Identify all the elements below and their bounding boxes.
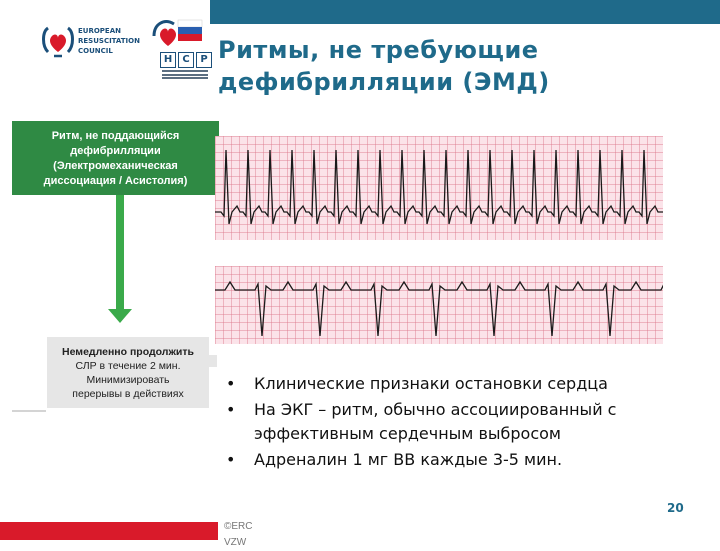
bullet-item-3: • Адреналин 1 мг ВВ каждые 3-5 мин. bbox=[226, 448, 656, 472]
erc-logo bbox=[40, 22, 150, 64]
ecg-strip-narrow-complex bbox=[215, 136, 663, 240]
footer-red-bar bbox=[0, 522, 218, 540]
gray-box-extension bbox=[209, 355, 217, 367]
bullet-list bbox=[226, 372, 656, 474]
flow-arrow-down-icon bbox=[108, 309, 132, 323]
ncr-small-text bbox=[162, 70, 208, 80]
green-box-line1: Ритм, не поддающийся bbox=[51, 130, 180, 142]
ecg-strip-wide-complex bbox=[215, 266, 663, 344]
erc-emblem-icon bbox=[40, 22, 76, 62]
gray-box-line4: перерывы в действиях bbox=[72, 388, 184, 400]
copyright-line2: VZW bbox=[224, 537, 247, 548]
copyright-line1: ©ERC bbox=[224, 521, 253, 532]
copyright-text bbox=[224, 519, 252, 551]
divider-line bbox=[12, 410, 46, 412]
gray-box-line1: Немедленно продолжить bbox=[62, 346, 194, 358]
ecg-trace-2 bbox=[215, 266, 663, 344]
green-box-line3: (Электромеханическая bbox=[53, 160, 178, 172]
continue-cpr-box bbox=[47, 337, 209, 408]
ecg-trace-1 bbox=[215, 136, 663, 240]
ncr-letter-s: С bbox=[178, 52, 194, 68]
page-number: 20 bbox=[667, 501, 684, 515]
green-box-line2: дефибрилляции bbox=[70, 145, 161, 157]
erc-logo-line1: EUROPEAN bbox=[78, 27, 121, 35]
gray-box-line2: СЛР в течение 2 мин. bbox=[75, 360, 181, 372]
bullet-item-1: • Клинические признаки остановки сердца bbox=[226, 372, 656, 396]
top-accent-bar bbox=[210, 0, 720, 24]
non-shockable-rhythm-box bbox=[12, 121, 219, 195]
bullet-item-2: • На ЭКГ – ритм, обычно ассоциированный с эффективным сердечным выбросом bbox=[226, 398, 656, 446]
erc-logo-line3: COUNCIL bbox=[78, 47, 113, 55]
title-line2: дефибрилляции (ЭМД) bbox=[218, 68, 550, 96]
ncr-letter-n: Н bbox=[160, 52, 176, 68]
erc-logo-line2: RESUSCITATION bbox=[78, 37, 140, 45]
ncr-logo bbox=[150, 14, 208, 78]
ncr-heart-flag-icon bbox=[150, 14, 208, 52]
title-line1: Ритмы, не требующие bbox=[218, 36, 539, 64]
ncr-letter-r: Р bbox=[196, 52, 212, 68]
page-title bbox=[218, 34, 698, 98]
gray-box-line3: Минимизировать bbox=[86, 374, 170, 386]
flow-arrow-shaft bbox=[116, 195, 124, 309]
green-box-line4: диссоциация / Асистолия) bbox=[43, 175, 188, 187]
